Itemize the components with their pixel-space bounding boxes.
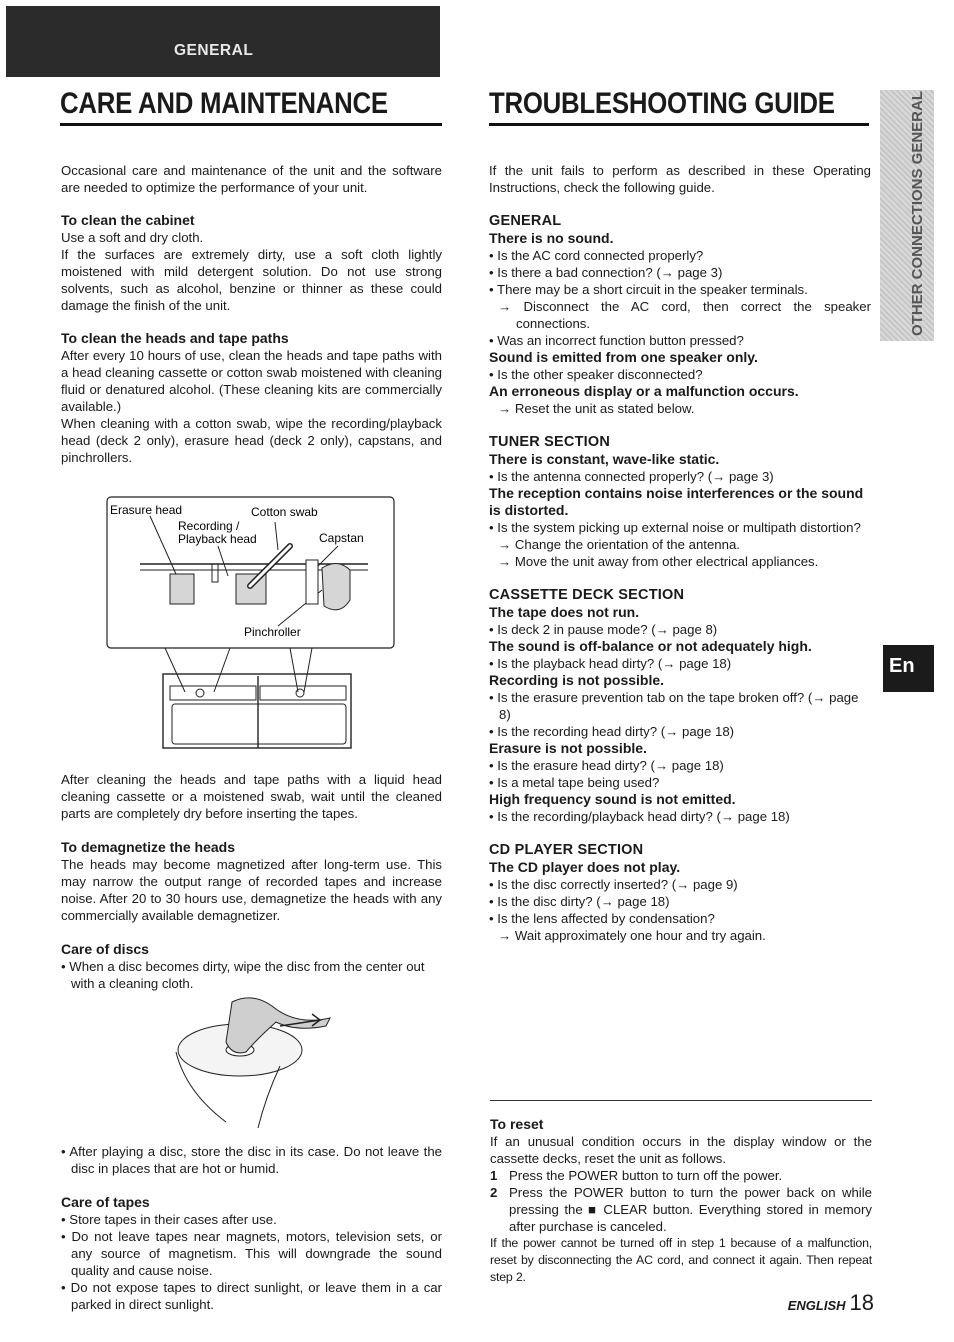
left-column-bottom <box>61 1143 442 1313</box>
label-cotton-swab: Cotton swab <box>251 505 318 519</box>
general-h1: There is no sound. <box>489 230 614 246</box>
discs-heading: Care of discs <box>61 941 149 957</box>
left-column-top <box>61 162 442 466</box>
cassette-h5: High frequency sound is not emitted. <box>489 791 736 807</box>
tapes-b3: • Do not expose tapes to direct sunlight, or leave them in a car parked in direct sunlight. <box>61 1279 442 1313</box>
left-column-mid <box>61 771 442 992</box>
cassette-b2: • Is the playback head dirty? (→ page 18) <box>489 655 871 672</box>
reset-p1: If an unusual condition occurs in the display window or the cassette decks, reset the unit as follows. <box>490 1134 872 1166</box>
cabinet-heading: To clean the cabinet <box>61 212 195 228</box>
reset-step-1-num: 1 <box>490 1168 498 1183</box>
language-tab-label: En <box>889 655 915 677</box>
heads-p2: When cleaning with a cotton swab, wipe the recording/playback head (deck 2 only), erasure head (deck 2 only), capstans, and pinchrollers. <box>61 416 442 465</box>
troubleshooting-intro: If the unit fails to perform as described in these Operating Instructions, check the following guide. <box>489 163 871 195</box>
tuner-a2: → Move the unit away from other electrical appliances. <box>489 553 871 570</box>
disc-cleaning-illustration <box>170 992 340 1132</box>
deck2-reel <box>296 689 304 697</box>
deck-leader-lines <box>165 648 312 692</box>
cassette-b5: • Is the erasure head dirty? (→ page 18) <box>489 757 871 774</box>
tapes-heading: Care of tapes <box>61 1194 150 1210</box>
cassette-h1: The tape does not run. <box>489 604 640 620</box>
tuner-a1: → Change the orientation of the antenna. <box>489 536 871 553</box>
deck1-reel <box>196 689 204 697</box>
right-title-block <box>489 88 869 126</box>
tapes-b2: • Do not leave tapes near magnets, motors, television sets, or any source of magnetism. This will downgrade the sound quality and cause noise. <box>61 1228 442 1279</box>
reset-rule <box>490 1100 872 1101</box>
label-pinchroller: Pinchroller <box>244 625 301 639</box>
pinchroller-block <box>322 563 350 609</box>
page-footer <box>788 1290 874 1316</box>
reset-block <box>490 1100 872 1286</box>
cassette-b3: • Is the erasure prevention tab on the tape broken off? (→ page 8) <box>489 689 871 723</box>
heads-p1: After every 10 hours of use, clean the heads and tape paths with a head cleaning cassette or cotton swab moistened with cleaning fluid or denatured alcohol. (These cleaning kits are commercially available.) <box>61 348 442 414</box>
tuner-h1: There is constant, wave-like static. <box>489 451 720 467</box>
reset-step-2 <box>490 1184 872 1235</box>
care-intro: Occasional care and maintenance of the unit and the software are needed to optimize the performance of your unit. <box>61 163 442 195</box>
care-title: CARE AND MAINTENANCE <box>60 87 388 120</box>
reset-p2: If the power cannot be turned off in step 1 because of a malfunction, reset by disconnecting the AC cord, and connect it again. Then repeat step 2. <box>490 1236 872 1284</box>
general-a1: → Disconnect the AC cord, then correct the speaker connections. <box>489 298 871 332</box>
general-section-heading: GENERAL <box>489 213 562 229</box>
reset-step-2-text: Press the POWER button to turn the power back on while pressing the ■ CLEAR button. Everything stored in memory after purchase is canceled. <box>509 1185 872 1234</box>
title-rule-right <box>489 123 869 126</box>
section-banner <box>6 6 440 77</box>
troubleshooting-title: TROUBLESHOOTING GUIDE <box>489 87 835 120</box>
footer-language: ENGLISH <box>787 1298 846 1313</box>
language-tab <box>883 645 934 692</box>
general-b5: • Is the other speaker disconnected? <box>489 366 871 383</box>
label-capstan: Capstan <box>319 531 364 545</box>
title-rule <box>60 123 442 126</box>
cd-b2: • Is the disc dirty? (→ page 18) <box>489 893 871 910</box>
deck-body <box>163 674 351 748</box>
cassette-h2: The sound is off-balance or not adequately high. <box>489 638 812 654</box>
cd-h1: The CD player does not play. <box>489 859 681 875</box>
cd-b1: • Is the disc correctly inserted? (→ page 9) <box>489 876 871 893</box>
tapes-b1: • Store tapes in their cases after use. <box>61 1211 442 1228</box>
deck-door <box>172 704 346 744</box>
banner-label: GENERAL <box>174 42 254 59</box>
demag-heading: To demagnetize the heads <box>61 839 235 855</box>
cd-a1: → Wait approximately one hour and try again. <box>489 927 871 944</box>
cassette-b4: • Is the recording head dirty? (→ page 18) <box>489 723 871 740</box>
tuner-b2: • Is the system picking up external noise or multipath distortion? <box>489 519 871 536</box>
discs-b1: • When a disc becomes dirty, wipe the disc from the center out with a cleaning cloth. <box>61 958 442 992</box>
left-title-block <box>60 88 442 126</box>
general-b4: • Was an incorrect function button pressed? <box>489 332 871 349</box>
erasure-pointer <box>150 516 176 574</box>
cabinet-p1: Use a soft and dry cloth. <box>61 230 204 245</box>
heads-heading: To clean the heads and tape paths <box>61 330 289 346</box>
cd-b3: • Is the lens affected by condensation? <box>489 910 871 927</box>
tuner-h2: The reception contains noise interferences or the sound is distorted. <box>489 485 864 518</box>
deck2-window <box>260 686 346 700</box>
general-b2: • Is there a bad connection? (→ page 3) <box>489 264 871 281</box>
general-b3: • There may be a short circuit in the speaker terminals. <box>489 281 871 298</box>
general-h3: An erroneous display or a malfunction occurs. <box>489 383 799 399</box>
discs-b2: • After playing a disc, store the disc in its case. Do not leave the disc in places that are hot or humid. <box>61 1143 442 1177</box>
page-number: 18 <box>849 1290 874 1315</box>
tape-head-diagram <box>100 494 400 754</box>
label-erasure-head: Erasure head <box>110 503 183 517</box>
side-category-tab <box>880 90 934 341</box>
cabinet-p2: If the surfaces are extremely dirty, use a soft cloth lightly moistened with mild detergent solution. Do not use strong solvents, such as alcohol, benzine or thinner as these could damage the finish of the unit. <box>61 247 442 313</box>
cd-section-heading: CD PLAYER SECTION <box>489 842 644 858</box>
label-recording: Recording / <box>178 519 240 533</box>
general-b1: • Is the AC cord connected properly? <box>489 247 871 264</box>
swab-pointer <box>275 522 278 550</box>
tuner-section-heading: TUNER SECTION <box>489 434 611 450</box>
tuner-b1: • Is the antenna connected properly? (→ page 3) <box>489 468 871 485</box>
capstan-shaft <box>306 560 318 604</box>
cassette-b1: • Is deck 2 in pause mode? (→ page 8) <box>489 621 871 638</box>
cassette-h4: Erasure is not possible. <box>489 740 647 756</box>
cassette-b6: • Is a metal tape being used? <box>489 774 871 791</box>
side-category-label: OTHER CONNECTIONS GENERAL <box>909 90 926 336</box>
reset-step-1 <box>490 1167 872 1184</box>
right-column-top <box>489 162 871 944</box>
general-a2: → Reset the unit as stated below. <box>489 400 871 417</box>
demag-p1: The heads may become magnetized after long-term use. This may narrow the output range of recorded tapes and increase noise. After 20 to 30 hours use, demagnetize the heads with any commercially available demagnetizer. <box>61 857 442 923</box>
playback-pointer <box>218 546 228 576</box>
general-h2: Sound is emitted from one speaker only. <box>489 349 758 365</box>
cotton-swab-core <box>250 546 290 586</box>
reset-heading: To reset <box>490 1116 544 1132</box>
guide-post <box>212 564 218 582</box>
cassette-section-heading: CASSETTE DECK SECTION <box>489 587 685 603</box>
reset-step-1-text: Press the POWER button to turn off the power. <box>509 1168 783 1183</box>
after-clean-text: After cleaning the heads and tape paths with a liquid head cleaning cassette or a moistened swab, wait until the cleaned parts are completely dry before inserting the tapes. <box>61 772 442 821</box>
label-playback-head: Playback head <box>178 532 257 546</box>
cassette-b7: • Is the recording/playback head dirty? (→ page 18) <box>489 808 871 825</box>
erasure-head-block <box>170 574 194 604</box>
reset-step-2-num: 2 <box>490 1185 498 1200</box>
cassette-h3: Recording is not possible. <box>489 672 665 688</box>
